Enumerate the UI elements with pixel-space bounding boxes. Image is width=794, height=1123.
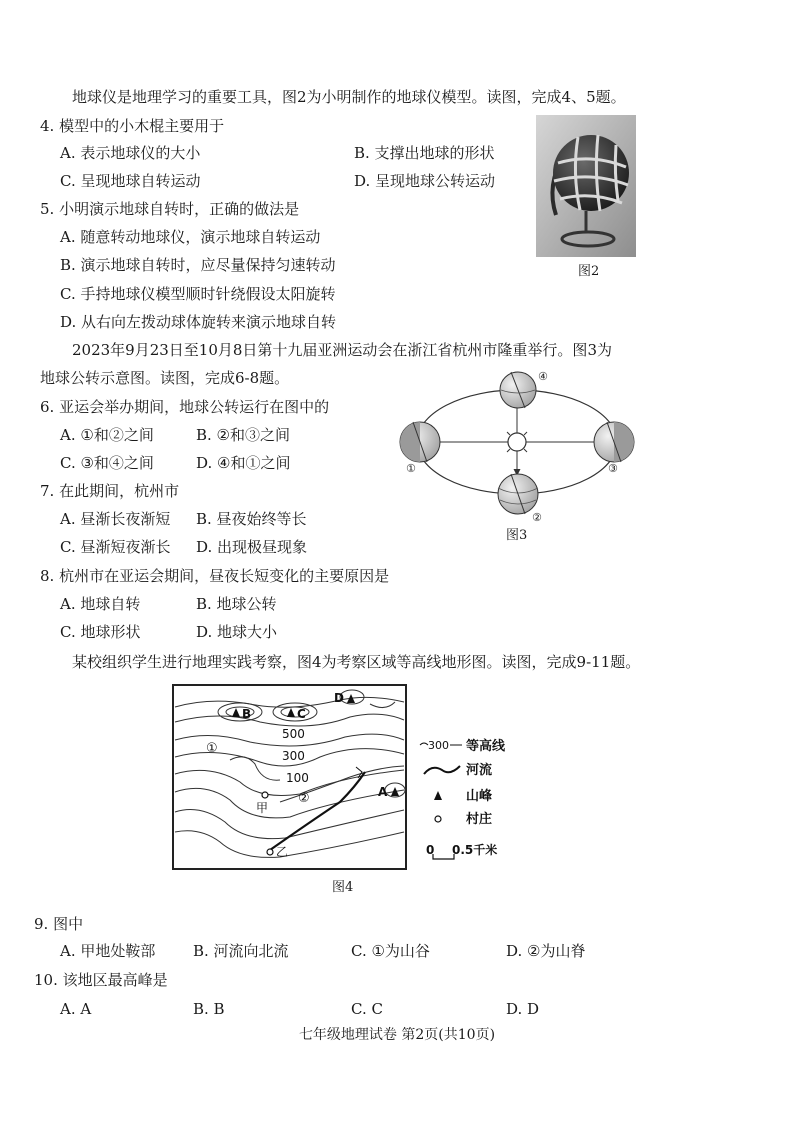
q7-option-b[interactable]: B. 昼夜始终等长 (196, 510, 307, 528)
village-jia-label: 甲 (256, 801, 269, 815)
earth-position-1 (400, 422, 440, 462)
q9-option-c[interactable]: C. ①为山谷 (351, 942, 430, 960)
question-5-stem: 5. 小明演示地球自转时，正确的做法是 (40, 200, 300, 218)
q6-option-d[interactable]: D. ④和①之间 (196, 454, 291, 472)
q4-option-c[interactable]: C. 呈现地球自转运动 (60, 172, 201, 190)
q6-option-c[interactable]: C. ③和④之间 (60, 454, 154, 472)
question-7-stem: 7. 在此期间，杭州市 (40, 482, 180, 500)
intro-text-6-8-line2: 地球公转示意图。读图，完成6-8题。 (40, 369, 290, 387)
peak-c-label: C (297, 707, 306, 721)
earth-position-2 (498, 474, 538, 514)
earth-position-3 (594, 422, 634, 462)
figure-2-caption: 图2 (578, 264, 600, 279)
contour-label-300: 300 (282, 749, 305, 763)
intro-text-9-11: 某校组织学生进行地理实践考察，图4为考察区域等高线地形图。读图，完成9-11题。 (72, 653, 641, 671)
legend-village-label: 村庄 (466, 812, 493, 827)
legend-river-icon (424, 766, 460, 774)
label-position-4: ④ (538, 370, 548, 383)
globe-model-illustration (536, 115, 636, 257)
region-1-label: ① (206, 741, 218, 756)
label-position-2: ② (532, 511, 542, 524)
q5-option-c[interactable]: C. 手持地球仪模型顺时针绕假设太阳旋转 (60, 285, 336, 303)
q6-option-a[interactable]: A. ①和②之间 (60, 426, 154, 444)
figure-4-contour-map (170, 682, 520, 872)
scale-bar (433, 854, 454, 859)
page-footer: 七年级地理试卷 第2页(共10页) (298, 1027, 496, 1043)
region-2-label: ② (298, 791, 310, 806)
figure-4-caption: 图4 (332, 880, 354, 895)
contour-label-500: 500 (282, 727, 305, 741)
intro-text-6-8-line1: 2023年9月23日至10月8日第十九届亚洲运动会在浙江省杭州市隆重举行。图3为 (72, 341, 612, 359)
q8-option-b[interactable]: B. 地球公转 (196, 595, 277, 613)
map-legend (420, 738, 506, 859)
q7-option-d[interactable]: D. 出现极昼现象 (196, 538, 308, 556)
label-position-1: ① (406, 462, 416, 475)
legend-river-label: 河流 (466, 763, 493, 778)
village-jia-icon (262, 792, 268, 798)
question-10-stem: 10. 该地区最高峰是 (34, 971, 168, 989)
intro-text-4-5: 地球仪是地理学习的重要工具，图2为小明制作的地球仪模型。读图，完成4、5题。 (72, 88, 626, 106)
q8-option-c[interactable]: C. 地球形状 (60, 623, 141, 641)
q8-option-a[interactable]: A. 地球自转 (60, 595, 141, 613)
q7-option-a[interactable]: A. 昼渐长夜渐短 (60, 510, 171, 528)
legend-peak-label: 山峰 (466, 789, 493, 804)
peak-d-label: D (334, 691, 344, 705)
q5-option-a[interactable]: A. 随意转动地球仪，演示地球自转运动 (60, 228, 321, 246)
peak-b-label: B (242, 707, 252, 721)
figure-2-globe-photo (536, 115, 636, 257)
q4-option-d[interactable]: D. 呈现地球公转运动 (354, 172, 496, 190)
village-yi-icon (267, 849, 273, 855)
figure-3-orbit-diagram (392, 366, 642, 528)
q9-option-d[interactable]: D. ②为山脊 (506, 942, 586, 960)
legend-contour-label: 等高线 (466, 739, 506, 754)
q8-option-d[interactable]: D. 地球大小 (196, 623, 278, 641)
q5-option-b[interactable]: B. 演示地球自转时，应尽量保持匀速转动 (60, 256, 336, 274)
q9-option-a[interactable]: A. 甲地处鞍部 (60, 942, 156, 960)
peak-a-label: A (378, 785, 388, 799)
question-8-stem: 8. 杭州市在亚运会期间，昼夜长短变化的主要原因是 (40, 567, 390, 585)
q10-option-a[interactable]: A. A (60, 1000, 92, 1018)
q10-option-b[interactable]: B. B (193, 1000, 225, 1018)
q6-option-b[interactable]: B. ②和③之间 (196, 426, 291, 444)
legend-contour-sample: 300 (428, 739, 449, 752)
scale-text-label: 0.5千米 (452, 843, 498, 857)
contour-label-100: 100 (286, 771, 309, 785)
q4-option-b[interactable]: B. 支撑出地球的形状 (354, 144, 495, 162)
question-6-stem: 6. 亚运会举办期间，地球公转运行在图中的 (40, 398, 330, 416)
q10-option-c[interactable]: C. C (351, 1000, 383, 1018)
figure-3-caption: 图3 (506, 528, 528, 543)
label-position-3: ③ (608, 462, 618, 475)
village-yi-label: 乙 (276, 845, 289, 859)
question-9-stem: 9. 图中 (34, 915, 84, 933)
q4-option-a[interactable]: A. 表示地球仪的大小 (60, 144, 201, 162)
earth-position-4 (500, 372, 536, 408)
scale-zero-label: 0 (426, 843, 435, 857)
q5-option-d[interactable]: D. 从右向左拨动球体旋转来演示地球自转 (60, 313, 337, 331)
legend-village-icon (435, 816, 441, 822)
q10-option-d[interactable]: D. D (506, 1000, 540, 1018)
q9-option-b[interactable]: B. 河流向北流 (193, 942, 289, 960)
legend-peak-icon (434, 791, 442, 800)
question-4-stem: 4. 模型中的小木棍主要用于 (40, 117, 225, 135)
q7-option-c[interactable]: C. 昼渐短夜渐长 (60, 538, 171, 556)
